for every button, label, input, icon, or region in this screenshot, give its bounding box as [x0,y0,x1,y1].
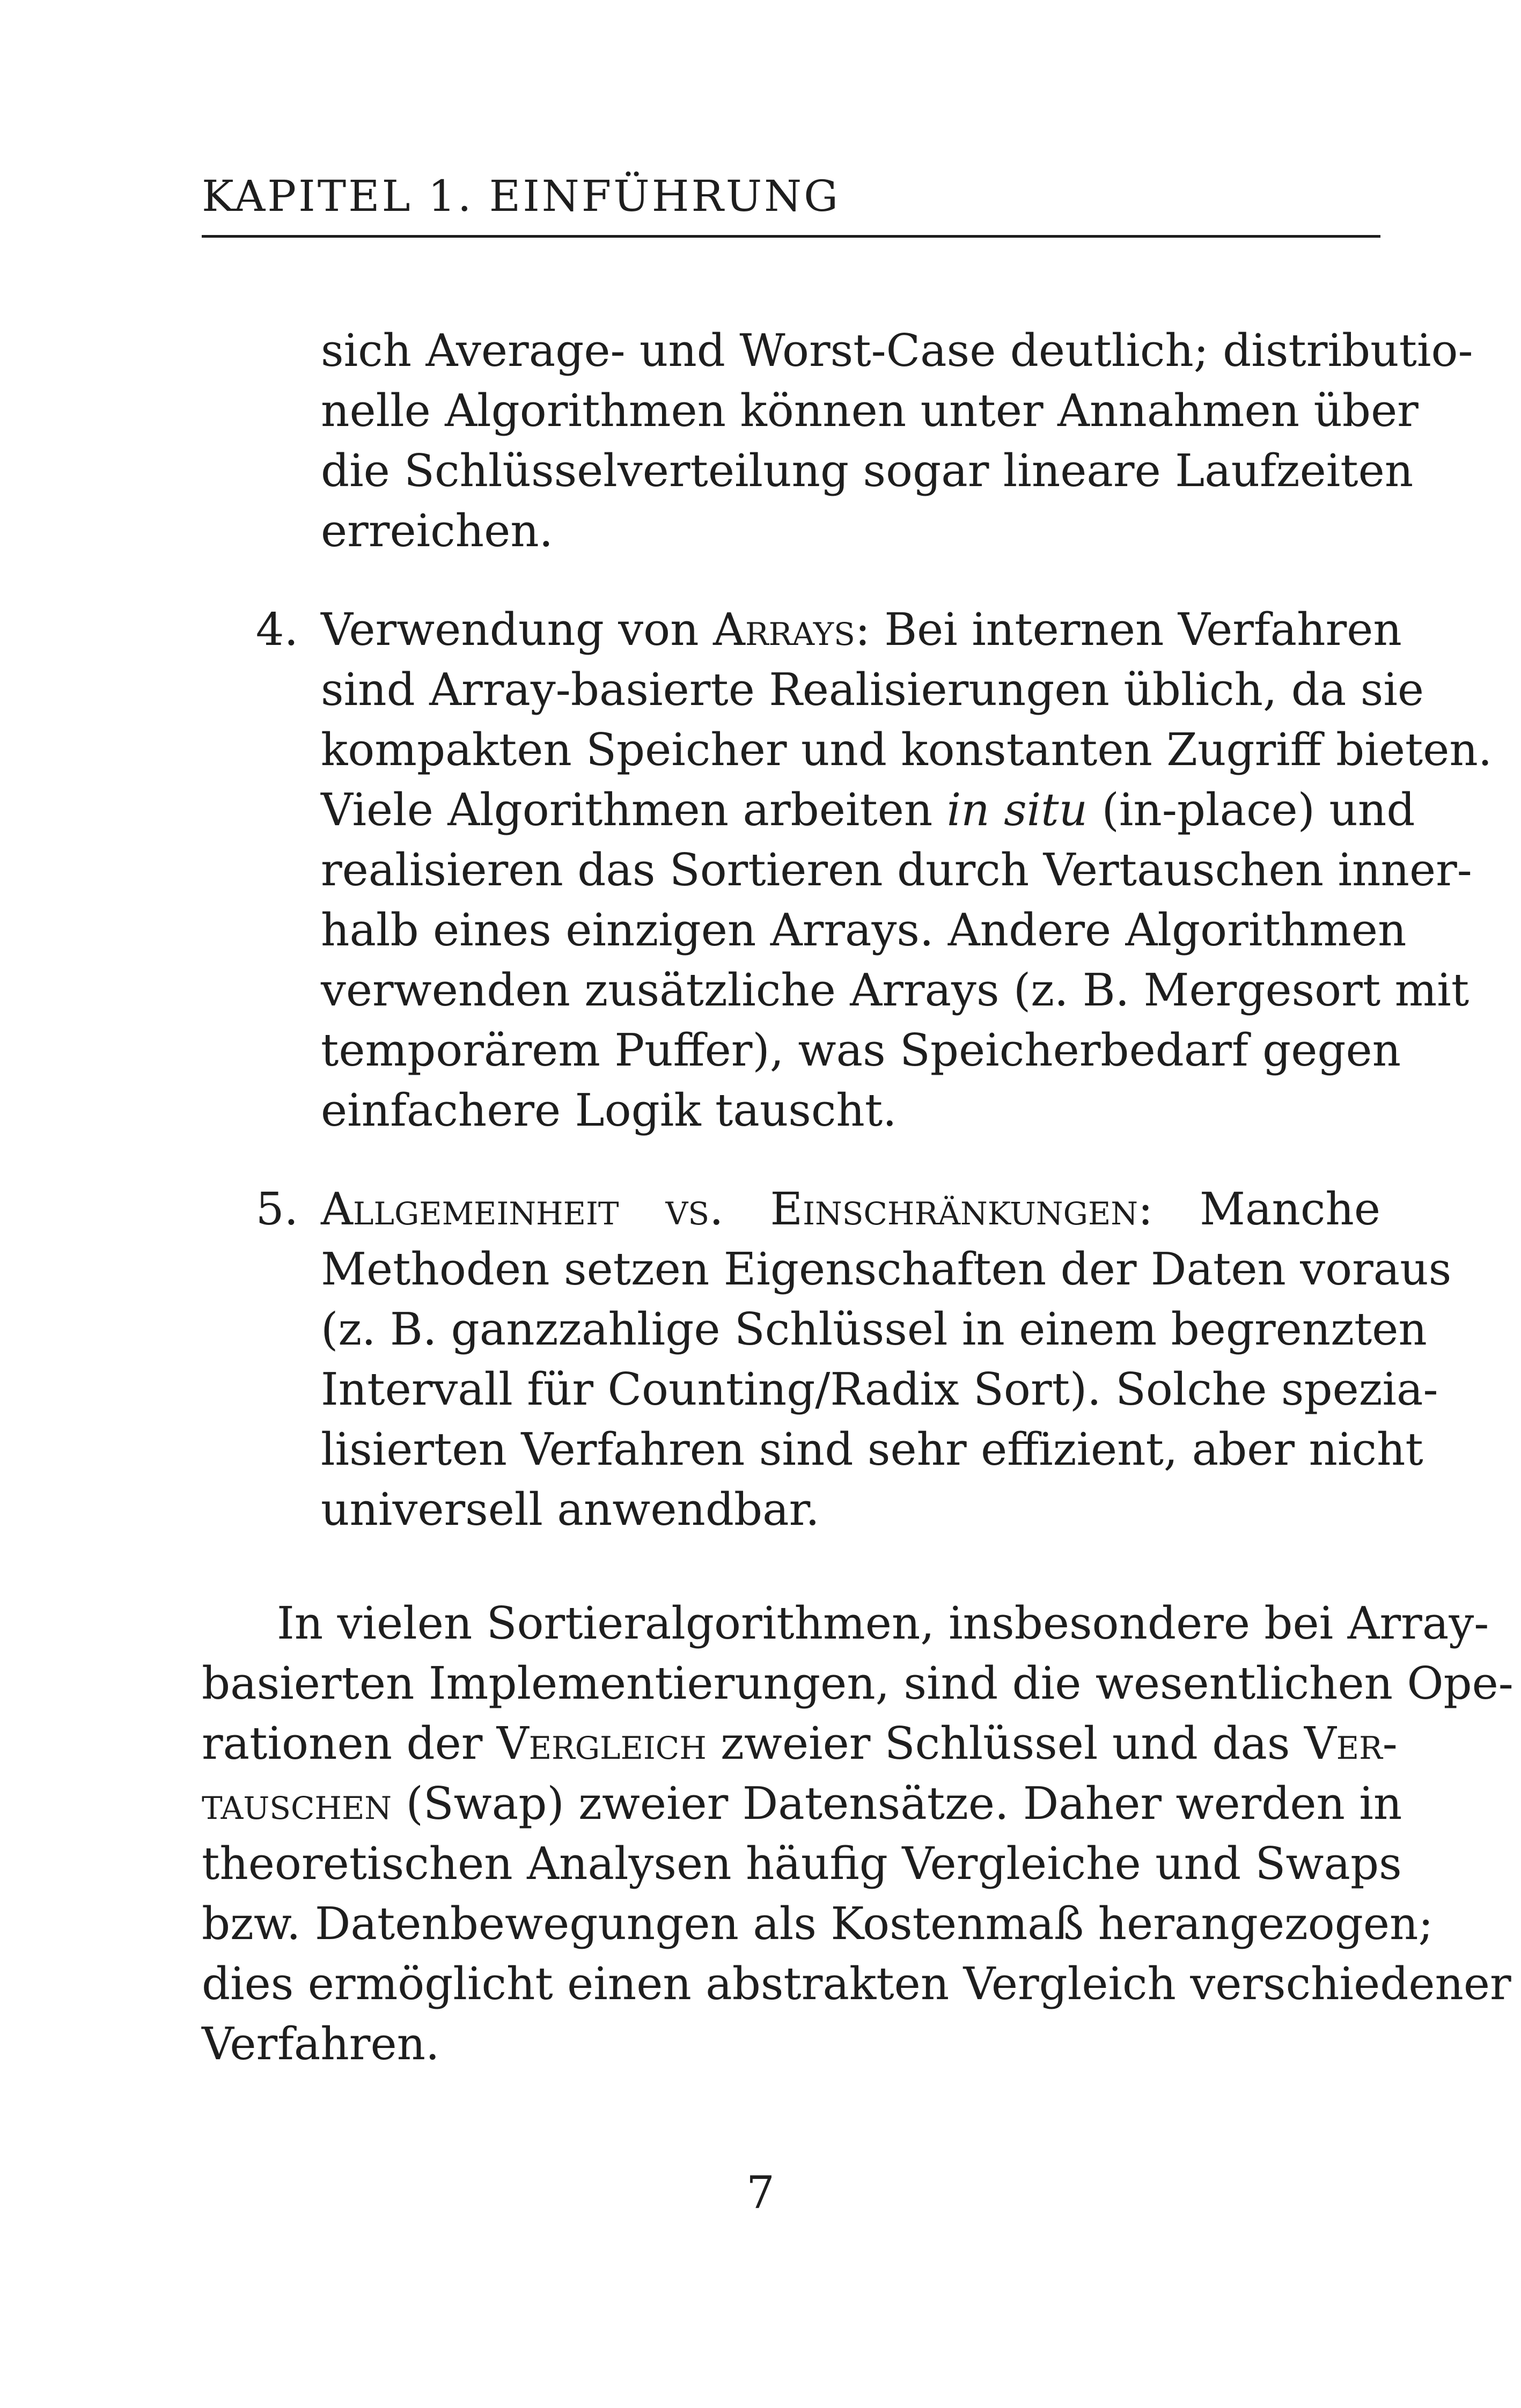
text-line: Verwendung von Arrays: Bei internen Verfahren [321,604,1402,656]
text-line: (z. B. ganzzahlige Schlüssel in einem begrenzten [321,1303,1427,1355]
text-line: Intervall für Counting/Radix Sort). Solche spezia- [321,1363,1438,1415]
text-line: universell anwendbar. [321,1484,820,1536]
text-line: verwenden zusätzliche Arrays (z. B. Mergesort mit [321,964,1469,1016]
text-line: Verfahren. [202,2018,440,2070]
text-line: Methoden setzen Eigenschaften der Daten voraus [321,1243,1452,1295]
text-line: realisieren das Sortieren durch Vertauschen inner- [321,844,1472,896]
running-header: KAPITEL 1. EINFÜHRUNG [202,171,841,221]
term-vertauschen: Ver- [1304,1717,1398,1770]
emphasis-in-situ: in situ [946,784,1088,836]
term-arrays: Arrays [713,604,855,656]
text-line: Viele Algorithmen arbeiten in situ (in-place) und [321,784,1415,836]
list-number: 5. [255,1183,298,1235]
text-line: In vielen Sortieralgorithmen, insbesondere bei Array- [277,1597,1489,1649]
text-line: sich Average- und Worst-Case deutlich; distributio- [321,325,1473,377]
text-line: theoretischen Analysen häufig Vergleiche und Swaps [202,1838,1402,1890]
page-number: 7 [746,2167,775,2219]
list-number: 4. [255,604,298,656]
term-vergleich: Vergleich [496,1717,707,1770]
term-einschraenkungen: Einschränkungen [770,1183,1138,1235]
text-line: rationen der Vergleich zweier Schlüssel und das Ver- [202,1717,1398,1770]
text-line: einfachere Logik tauscht. [321,1084,897,1136]
text-line: halb eines einzigen Arrays. Andere Algorithmen [321,904,1407,956]
header-rule [202,235,1380,238]
term-allgemeinheit: Allgemeinheit [321,1183,619,1235]
text-line: basierten Implementierungen, sind die wesentlichen Ope- [202,1657,1513,1709]
text-line: dies ermöglicht einen abstrakten Vergleich verschiedener [202,1958,1511,2010]
text-line: bzw. Datenbewegungen als Kostenmaß herangezogen; [202,1898,1434,1950]
text-line: die Schlüsselverteilung sogar lineare Laufzeiten [321,445,1414,497]
text-line: temporärem Puffer), was Speicherbedarf gegen [321,1024,1401,1076]
text-line: erreichen. [321,505,554,557]
text-line: tauschen (Swap) zweier Datensätze. Daher werden in [202,1778,1402,1830]
text-line: nelle Algorithmen können unter Annahmen über [321,385,1419,437]
text-line: sind Array-basierte Realisierungen üblich, da sie [321,664,1424,716]
text-line: Allgemeinheit vs. Einschränkungen: Manche [321,1183,1380,1235]
text-line: lisierten Verfahren sind sehr effizient, aber nicht [321,1423,1423,1475]
text-line: kompakten Speicher und konstanten Zugriff bieten. [321,724,1493,776]
